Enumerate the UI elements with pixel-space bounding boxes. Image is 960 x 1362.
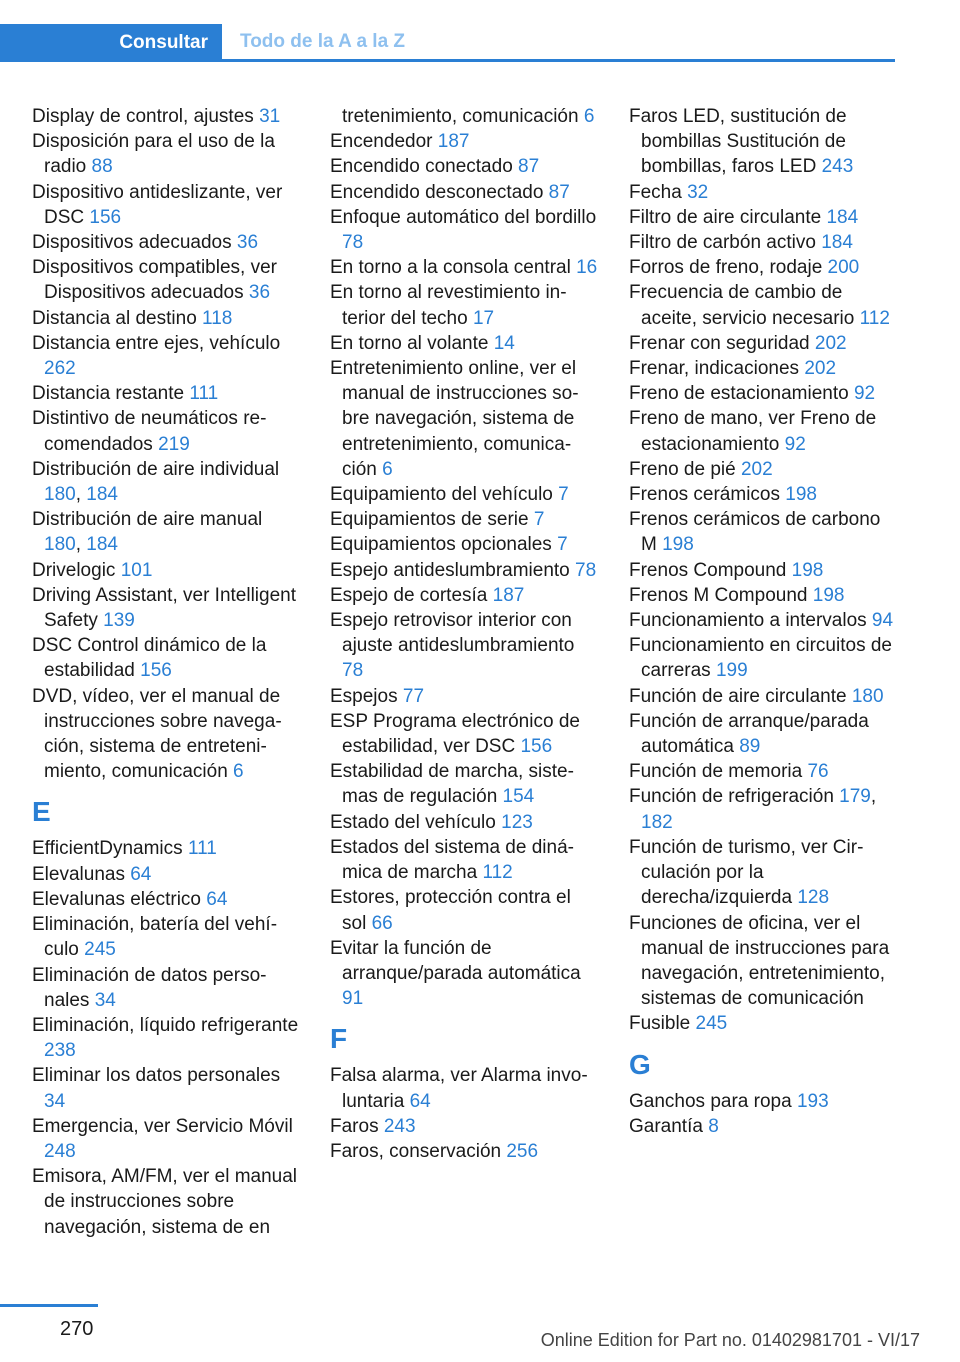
page-link[interactable]: 199	[715, 660, 748, 682]
page-link[interactable]: 243	[821, 156, 854, 178]
index-entry	[32, 1063, 300, 1113]
index-entry-text: Distancia restante	[32, 383, 190, 405]
index-entry-text: Filtro de carbón activo	[629, 232, 822, 254]
index-entry-text: Faros, conservación	[330, 1140, 507, 1162]
index-entry-text: Encendido conectado	[330, 156, 519, 178]
index-entry-text: DSC Control dinámico de la estabilidad	[32, 635, 267, 682]
index-entry-text: Drivelogic	[32, 559, 121, 581]
index-entry-text: Eliminación de datos personales	[32, 964, 267, 1011]
index-column-1	[32, 104, 300, 1240]
index-entry	[32, 104, 300, 129]
index-entry	[629, 709, 897, 759]
index-entry-text: Espejo antideslumbramiento	[330, 559, 576, 581]
index-entry	[629, 280, 897, 330]
index-entry-text: Fusible	[629, 1013, 696, 1035]
page-link[interactable]: 112	[482, 862, 513, 884]
index-entry-text: Espejo de cortesía	[330, 584, 493, 606]
index-entry-text: Elevalunas eléctrico	[32, 888, 207, 910]
page-link[interactable]: 179	[839, 786, 871, 808]
index-entry	[32, 306, 300, 331]
page-link[interactable]: 31	[259, 106, 281, 127]
index-entry-text: Elevalunas	[32, 863, 131, 885]
page-link[interactable]: 101	[120, 559, 153, 581]
index-entry	[629, 608, 897, 633]
index-entry-text: DVD, vídeo, ver el manual de instrucciones sobre navegación, sistema de entretenimiento, comunicación	[32, 685, 282, 783]
page-link[interactable]: 248	[44, 1140, 76, 1162]
index-entry	[330, 608, 598, 684]
page-link[interactable]: 128	[797, 887, 830, 909]
index-entry-text: Forros de freno, rodaje	[629, 257, 828, 279]
index-column-2	[330, 104, 598, 1164]
page-link[interactable]: 238	[44, 1040, 76, 1062]
index-entry-text: Frenos Compound	[629, 559, 792, 581]
page-link[interactable]: 7	[533, 509, 545, 531]
page-link[interactable]: 6	[583, 106, 595, 127]
page-link[interactable]: 256	[506, 1140, 539, 1162]
index-entry	[32, 331, 300, 381]
page-link[interactable]: 184	[826, 206, 859, 228]
index-entry	[330, 936, 598, 1012]
index-entry-text: Falsa alarma, ver Alarma involuntaria	[330, 1065, 588, 1112]
index-entry-text: Función de arranque/parada automática	[629, 710, 869, 758]
header-rule	[0, 59, 895, 62]
index-entry-text: Freno de pié	[629, 458, 741, 480]
index-entry	[32, 684, 300, 785]
index-entry-text: Espejo retrovisor interior con ajuste antideslumbramiento	[330, 610, 575, 657]
index-entry-text: Ganchos para ropa	[629, 1090, 797, 1112]
index-entry	[330, 1114, 598, 1139]
page-link[interactable]: 184	[821, 232, 853, 254]
page-link[interactable]: 111	[187, 838, 217, 860]
page-link[interactable]: 111	[189, 383, 219, 405]
index-entry-text: Frenos cerámicos de carbono M	[629, 509, 881, 556]
page-link[interactable]: 16	[576, 257, 598, 279]
page-link[interactable]: 139	[103, 610, 135, 632]
index-entry	[330, 1063, 598, 1113]
index-entry	[629, 205, 897, 230]
index-entry	[629, 759, 897, 784]
page-link[interactable]: 202	[814, 332, 847, 354]
index-entry	[629, 482, 897, 507]
index-entry-text: Faros LED, sustitución de bombillas Sustitución de bombillas, faros LED	[629, 106, 847, 178]
page-link[interactable]: 187	[437, 131, 470, 153]
index-entry-text: Función de turismo, ver Circulación por la derecha/izquierda	[629, 836, 864, 909]
index-entry-text: Emergencia, ver Servicio Móvil	[32, 1115, 293, 1137]
page-link[interactable]: 6	[233, 761, 244, 783]
page-link[interactable]: 77	[402, 685, 425, 707]
page-link[interactable]: 182	[641, 811, 673, 833]
index-entry-text: Evitar la función de arranque/parada automática	[330, 937, 581, 984]
index-entry	[32, 180, 300, 230]
index-entry-text: Distribución de aire manual	[32, 509, 263, 531]
page-link[interactable]: 17	[472, 307, 495, 329]
index-entry	[32, 129, 300, 179]
index-entry-text: Encendedor	[330, 131, 438, 153]
index-entry	[32, 862, 300, 887]
page-link[interactable]: 193	[796, 1090, 829, 1112]
index-entry	[32, 406, 300, 456]
index-entry-text: Display de control, ajustes	[32, 106, 260, 127]
index-entry: Función de refrigeración 179, 182	[629, 786, 877, 833]
page-link[interactable]: 87	[548, 181, 570, 203]
index-entry	[330, 280, 598, 330]
page-link[interactable]: 36	[248, 282, 271, 304]
page-link[interactable]: 78	[342, 232, 364, 254]
index-entry	[32, 633, 300, 683]
page-link[interactable]: 123	[501, 811, 533, 833]
index-entry	[629, 507, 897, 557]
tab-todo-de-la-a-a-la-z[interactable]: Todo de la A a la Z	[240, 30, 406, 52]
index-entry-text: Dispositivos compatibles, ver Dispositivos adecuados	[32, 257, 277, 304]
index-entry-text: Distancia al destino	[32, 307, 203, 329]
index-entry-text: Equipamiento del vehículo	[330, 484, 559, 506]
page-link[interactable]: 32	[687, 181, 709, 203]
page-link[interactable]: 245	[695, 1013, 728, 1035]
page-link[interactable]: 198	[785, 484, 817, 506]
index-entry-text: Funciones de oficina, ver el manual de instrucciones para navegación, entretenimiento, sistemas de comunicación	[629, 912, 890, 1010]
page-link[interactable]: 112	[859, 307, 890, 329]
page-link[interactable]: 14	[493, 332, 515, 354]
page-link[interactable]: 219	[158, 433, 190, 455]
index-entry	[330, 532, 598, 557]
page-link[interactable]: 243	[383, 1115, 416, 1137]
index-entry-text: Función de memoria	[629, 761, 808, 783]
index-entry	[32, 583, 300, 633]
index-entry-text: En torno a la consola central	[330, 257, 577, 279]
index-entry	[330, 835, 598, 885]
index-entry-text: Equipamientos de serie	[330, 509, 534, 531]
page-link[interactable]: 180	[44, 534, 76, 556]
index-entry-text: Funcionamiento en circuitos de carreras	[629, 635, 892, 682]
index-entry	[330, 558, 598, 583]
index-entry-text: Espejos	[330, 685, 403, 707]
index-entry-text: Frenos cerámicos	[629, 484, 786, 506]
index-entry	[330, 810, 598, 835]
index-entry-text: Estores, protección contra el sol	[330, 887, 571, 934]
page-link[interactable]: 156	[520, 736, 553, 758]
index-column-3	[629, 104, 897, 1139]
section-letter: E	[32, 796, 51, 828]
page-link[interactable]: 184	[86, 484, 118, 506]
index-entry	[330, 129, 598, 154]
index-entry	[629, 381, 897, 406]
index-entry-text: Eliminación, batería del vehículo	[32, 914, 278, 961]
index-entry	[330, 583, 598, 608]
page-link[interactable]: 91	[342, 988, 364, 1010]
page-link[interactable]: 8	[708, 1115, 719, 1137]
index-entry-text: Estados del sistema de dinámica de marcha	[330, 836, 574, 884]
page-link[interactable]: 92	[784, 433, 806, 455]
index-entry	[629, 1114, 897, 1139]
index-entry	[629, 835, 897, 911]
index-entry-text: Función de aire circulante	[629, 685, 852, 707]
page-link[interactable]: 198	[812, 584, 845, 606]
index-entry	[330, 1139, 598, 1164]
index-entry-text: Equipamientos opcionales	[330, 534, 558, 556]
index-entry-text: Frecuencia de cambio de aceite, servicio necesario	[629, 282, 860, 329]
index-entry	[629, 1011, 897, 1036]
index-entry	[629, 331, 897, 356]
index-entry	[629, 633, 897, 683]
page-link[interactable]: 202	[804, 358, 837, 380]
index-entry-text: Disposición para el uso de la radio	[32, 131, 275, 178]
page-link[interactable]: 88	[91, 156, 113, 178]
index-entry	[330, 709, 598, 759]
page-link[interactable]: 156	[140, 660, 172, 682]
index-entry-text: Fecha	[629, 181, 688, 203]
index-entry-text: Emisora, AM/FM, ver el manual de instrucciones sobre navegación, sistema de en	[32, 1166, 298, 1238]
index-entry	[330, 759, 598, 809]
page-link[interactable]: 36	[236, 232, 259, 254]
index-entry	[629, 104, 897, 180]
index-entry	[32, 255, 300, 305]
page-link[interactable]: 92	[853, 383, 876, 405]
page-link[interactable]: 34	[94, 989, 116, 1011]
index-entry	[32, 1013, 300, 1063]
page-link[interactable]: 89	[739, 736, 761, 758]
index-entry-text: Funcionamiento a intervalos	[629, 610, 872, 632]
index-entry-text: Garantía	[629, 1115, 709, 1137]
index-entry-text: Dispositivos adecuados	[32, 232, 237, 254]
index-entry-text: En torno al volante	[330, 332, 494, 354]
index-entry	[629, 180, 897, 205]
index-entry: Distribución de aire manual 180, 184	[32, 509, 263, 556]
index-entry-text: Frenar con seguridad	[629, 332, 815, 354]
index-entry-text: Encendido desconectado	[330, 181, 549, 203]
index-entry-text: tretenimiento, comunicación	[342, 106, 584, 127]
section-letter: G	[629, 1048, 651, 1080]
page-link[interactable]: 187	[492, 584, 525, 606]
page-link[interactable]: 200	[827, 257, 860, 279]
index-entry-text: Dispositivo antideslizante, ver DSC	[32, 181, 283, 228]
index-entry	[330, 507, 598, 532]
page-link[interactable]: 198	[791, 559, 824, 581]
page-link[interactable]: 198	[662, 534, 694, 556]
index-entry	[330, 154, 598, 179]
page-link[interactable]: 78	[575, 559, 597, 581]
index-entry	[330, 255, 598, 280]
index-entry-text: ESP Programa electrónico de estabilidad, ver DSC	[330, 710, 580, 758]
index-entry	[32, 230, 300, 255]
index-entry	[32, 887, 300, 912]
index-entry	[629, 457, 897, 482]
index-entry-text: Frenos M Compound	[629, 584, 813, 606]
page-link[interactable]: 78	[342, 660, 364, 682]
index-entry-text: Faros	[330, 1115, 384, 1137]
index-entry-text: Estado del vehículo	[330, 811, 502, 833]
index-entry-text: Eliminar los datos personales	[32, 1065, 281, 1087]
index-entry-text: Distintivo de neumáticos recomendados	[32, 408, 267, 455]
index-entry-text: Distancia entre ejes, vehículo	[32, 332, 281, 354]
header-bar	[0, 24, 895, 62]
index-entry	[330, 482, 598, 507]
index-entry	[330, 180, 598, 205]
index-entry-text: Enfoque automático del bordillo	[330, 206, 597, 228]
index-entry	[629, 911, 897, 1012]
index-entry	[629, 356, 897, 381]
index-entry	[330, 205, 598, 255]
page-link[interactable]: 94	[871, 610, 894, 632]
page-number: 270	[60, 1318, 94, 1340]
index-entry	[32, 963, 300, 1013]
page-link[interactable]: 64	[130, 863, 152, 885]
page-link[interactable]: 66	[371, 912, 393, 934]
footer-rule	[0, 1304, 98, 1307]
page-link[interactable]: 180	[851, 685, 884, 707]
index-entry	[629, 684, 897, 709]
page-link[interactable]: 154	[502, 786, 535, 808]
tab-consultar[interactable]: Consultar	[0, 24, 222, 62]
index-entry-text: Frenar, indicaciones	[629, 358, 805, 380]
index-entry	[32, 912, 300, 962]
index-entry	[629, 406, 897, 456]
page-link[interactable]: 6	[382, 458, 393, 480]
page-link[interactable]: 180	[44, 484, 76, 506]
index-entry-text: Driving Assistant, ver Intelligent Safety	[32, 584, 297, 632]
index-entry	[32, 381, 300, 406]
section-letter: F	[330, 1023, 348, 1055]
index-entry	[32, 558, 300, 583]
index-entry-text: Filtro de aire circulante	[629, 206, 827, 228]
index-entry	[629, 1089, 897, 1114]
index-entry-text: Distribución de aire individual	[32, 458, 280, 480]
page-link[interactable]: 262	[44, 358, 76, 380]
index-entry	[32, 1164, 300, 1240]
page-link[interactable]: 245	[84, 939, 116, 961]
edition-footer: Online Edition for Part no. 01402981701 - VI/17	[540, 1330, 920, 1350]
page-link[interactable]: 34	[44, 1090, 66, 1112]
index-entry	[330, 331, 598, 356]
page-link[interactable]: 184	[86, 534, 118, 556]
page-link[interactable]: 156	[89, 206, 122, 228]
index-entry	[330, 104, 598, 129]
index-entry: Distribución de aire individual 180, 184	[32, 458, 280, 506]
index-entry-text: Función de refrigeración	[629, 786, 840, 808]
index-entry	[629, 230, 897, 255]
page-link[interactable]: 118	[202, 307, 233, 329]
index-entry-text: En torno al revestimiento interior del techo	[330, 282, 567, 329]
page-link[interactable]: 7	[558, 484, 569, 506]
index-entry-text: Freno de mano, ver Freno de estacionamiento	[629, 408, 877, 455]
index-entry-text: Freno de estacionamiento	[629, 383, 854, 405]
page-link[interactable]: 76	[807, 761, 829, 783]
index-entry	[629, 583, 897, 608]
page-link[interactable]: 64	[206, 888, 228, 910]
index-entry-text: Entretenimiento online, ver el manual de instrucciones sobre navegación, sistema de entretenimiento, comunicación	[330, 358, 579, 480]
index-entry-text: Eliminación, líquido refrigerante	[32, 1014, 299, 1036]
index-entry	[629, 255, 897, 280]
index-entry	[32, 1114, 300, 1164]
index-entry-text: EfficientDynamics	[32, 838, 188, 860]
page-link[interactable]: 202	[740, 458, 773, 480]
index-entry	[330, 885, 598, 935]
index-entry	[629, 558, 897, 583]
page-link[interactable]: 64	[409, 1090, 431, 1112]
index-entry	[32, 836, 300, 861]
page-link[interactable]: 87	[518, 156, 540, 178]
page-link[interactable]: 7	[557, 534, 568, 556]
index-entry	[330, 684, 598, 709]
index-entry-text: Estabilidad de marcha, sistemas de regulación	[330, 761, 574, 808]
index-entry	[330, 356, 598, 482]
